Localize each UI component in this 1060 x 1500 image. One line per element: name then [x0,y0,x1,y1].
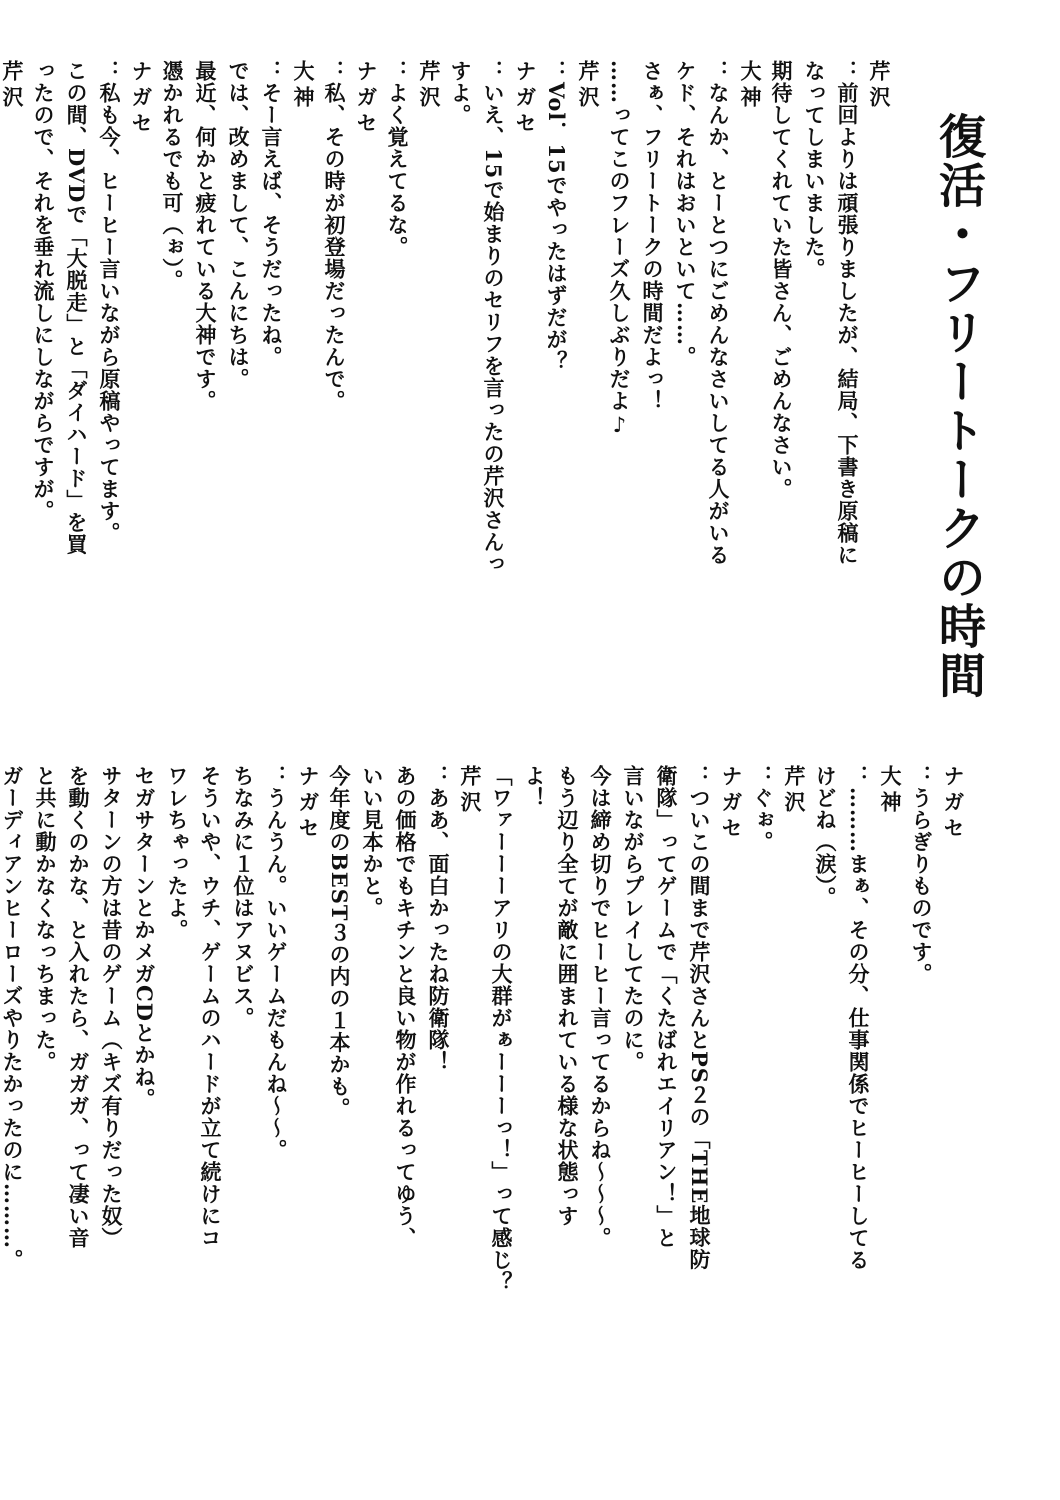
dialogue-turn [156,60,318,412]
bottom-dialogue [0,765,968,1325]
dialogue-line: さぁ、フリートークの時間だよっ！ [640,60,665,412]
dialogue-line: ワレちゃったよ。 [165,765,190,941]
dialogue-line: 衛隊」ってゲームで「くたばれエイリアン！」と [654,765,679,1249]
dialogue-turn [809,765,905,1271]
speaker-name: ナガセ [354,60,379,138]
page-title: 復活・フリートークの時間 [931,112,986,700]
dialogue-line: よ！ [522,765,547,809]
dialogue-lines [809,765,875,1271]
dialogue-line: ：うらぎりものです。 [909,765,934,985]
dialogue-line: ：………まぁ、その分、仕事関係でヒーヒーしてる [846,765,871,1271]
dialogue-turn [381,60,444,258]
dialogue-lines [765,60,864,566]
dialogue-lines [27,60,126,555]
dialogue-line: ：ああ、面白かったね防衛隊！ [426,765,451,1073]
dialogue-turn [746,765,809,875]
speaker-name: 芹沢 [417,60,442,112]
dialogue-line: ：よく覚えてるな。 [385,60,410,258]
dialogue-line: セガサターンとかメガCDとかね。 [132,765,157,1110]
dialogue-line: ：ぐぉ。 [750,765,775,853]
dialogue-line: そういや、ウチ、ゲームのハードが立て続けにコ [198,765,223,1249]
dialogue-line: 最近、何かと疲れている大神です。 [193,60,218,412]
dialogue-line: ：なんか、とーとつにごめんなさいしてる人がいる [706,60,731,566]
dialogue-line: ガーディアンヒーローズやりたかったのに………。 [0,765,25,1271]
dialogue-turn [27,60,156,555]
dialogue-line: いい見本かと。 [360,765,385,919]
dialogue-line: ：私も今、ヒーヒー言いながら原稿やってます。 [97,60,122,544]
dialogue-line: 今は締め切りでヒーヒー言ってるからね〜〜〜。 [588,765,613,1249]
dialogue-line: と共に動かなくなっちまった。 [33,765,58,1073]
speaker-name: 芹沢 [867,60,892,112]
dialogue-line: ：そー言えば、そうだったね。 [259,60,284,368]
dialogue-turn [0,60,27,566]
dialogue-lines [323,765,455,1249]
dialogue-line: 今年度のBEST３の内の１本かも。 [327,765,352,1120]
dialogue-lines [156,60,288,412]
dialogue-line: ケド、それはおいといて……。 [673,60,698,368]
dialogue-turn [318,60,381,412]
speaker-name: ナガセ [296,765,321,843]
speaker-name: 芹沢 [576,60,601,112]
dialogue-lines [485,765,716,1293]
dialogue-turn [540,60,603,373]
dialogue-turn [444,60,540,575]
dialogue-turn [905,765,968,985]
dialogue-line: 言いながらプレイしてたのに。 [621,765,646,1073]
speaker-name: 大神 [291,60,316,112]
dialogue-line: ：うんうん。いいゲームだもんね〜〜。 [264,765,289,1161]
dialogue-line: すよ。 [448,60,473,126]
speaker-name: ナガセ [129,60,154,138]
dialogue-lines [746,765,779,853]
dialogue-lines [603,60,735,566]
dialogue-line: ：ついこの間まで芹沢さんとPS２の「THE地球防 [687,765,712,1271]
speaker-name: ナガセ [719,765,744,843]
dialogue-line: けどね（涙）。 [813,765,838,909]
dialogue-line: 期待してくれていた皆さん、ごめんなさい。 [769,60,794,500]
dialogue-line: もう辺り全てが敵に囲まれている様な状態っす [555,765,580,1227]
dialogue-line: ：私、その時が初登場だったんで。 [322,60,347,412]
dialogue-line: ……ってこのフレーズ久しぶりだよ♪ [607,60,632,438]
dialogue-line: 憑かれるでも可（ぉ）。 [160,60,185,292]
dialogue-line: この間、DVDで「大脱走」と「ダイハード」を買 [64,60,89,556]
dialogue-line: ちなみに１位はアヌビス。 [231,765,256,1029]
dialogue-lines [0,765,293,1271]
dialogue-line: では、改めまして、こんにちは。 [226,60,251,390]
dialogue-line: サターンの方は昔のゲーム（キズ有りだった奴） [99,765,124,1249]
dialogue-line: あの価格でもキチンと良い物が作れるってゆう、 [393,765,418,1249]
speaker-name: 芹沢 [782,765,807,817]
dialogue-turn [0,765,323,1271]
speaker-name: ナガセ [941,765,966,843]
dialogue-turn [485,765,746,1293]
dialogue-line: ：Vol．15でやったはずだが？ [544,60,569,373]
speaker-name: 大神 [738,60,763,112]
dialogue-turn [765,60,894,566]
dialogue-line: を動くのかな、と入れたら、ガガガ、って凄い音 [66,765,91,1249]
dialogue-line: ったので、それを垂れ流しにしながらですが。 [31,60,56,522]
dialogue-turn [323,765,485,1249]
speaker-name: 芹沢 [0,60,25,112]
speaker-name: 大神 [878,765,903,817]
dialogue-line: ：いえ、15で始まりのセリフを言ったの芹沢さんっ [481,60,506,576]
dialogue-lines [381,60,414,258]
dialogue-lines [318,60,351,412]
dialogue-line: 「ワァーーーアリの大群がぁーーーっ！」って感じ？ [489,765,514,1293]
dialogue-lines [905,765,938,985]
dialogue-line: なってしまいました。 [802,60,827,280]
dialogue-line: ：前回よりは頑張りましたが、結局、下書き原稿に [835,60,860,566]
dialogue-turn [603,60,765,566]
speaker-name: 芹沢 [458,765,483,817]
top-dialogue [0,60,894,750]
dialogue-lines [540,60,573,373]
speaker-name: ナガセ [513,60,538,138]
dialogue-lines [444,60,510,575]
